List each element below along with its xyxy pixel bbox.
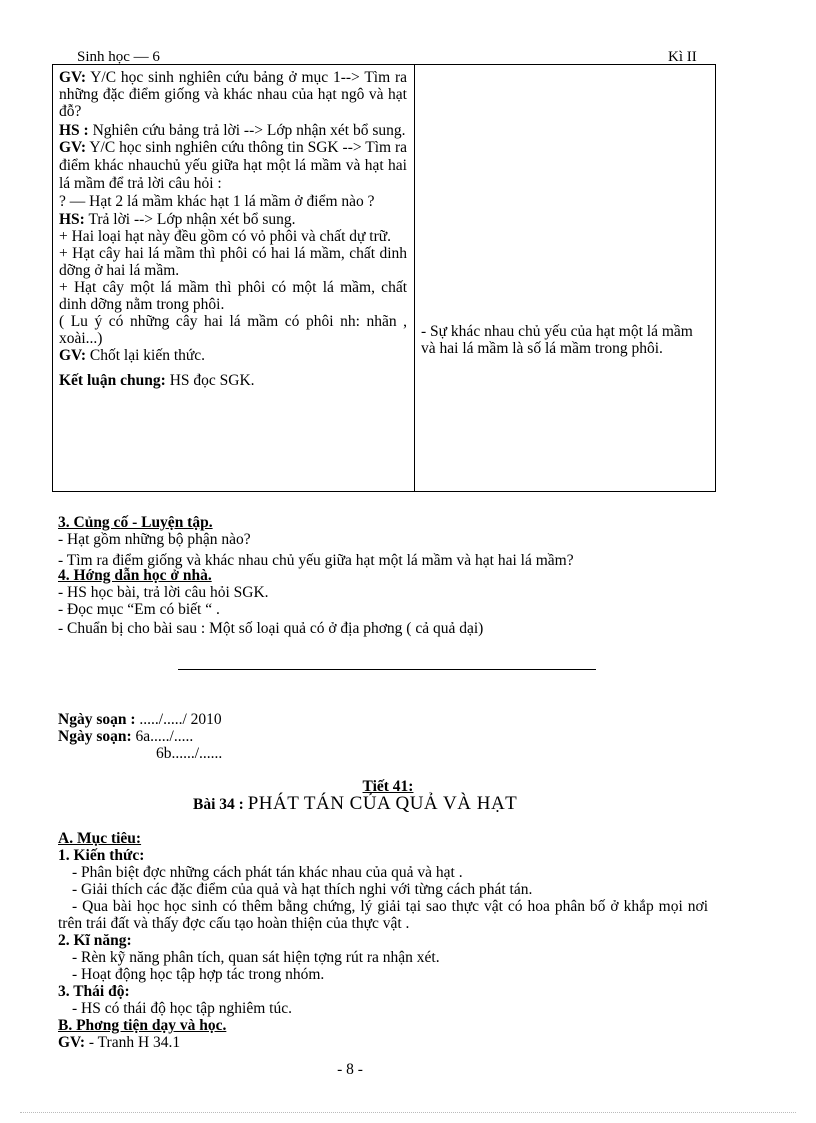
list-item: - Giải thích các đặc điểm của quả và hạt thích nghi với từng cách phát tán.: [72, 881, 533, 898]
lesson-period: Tiết 41:: [362, 778, 414, 795]
objectives-section: [58, 830, 718, 1051]
table-row: HS: Trả lời --> Lớp nhận xét bổ sung.: [59, 211, 296, 228]
date-value: 6b....../......: [156, 745, 223, 762]
date-value: ...../...../ 2010: [135, 711, 222, 728]
page-number: - 8 -: [337, 1061, 363, 1078]
list-item: - Phân biệt đợc những cách phát tán khác nhau của quả và hạt .: [72, 864, 463, 881]
knowledge-heading: 1. Kiến thức:: [58, 847, 145, 864]
list-item: - Tìm ra điểm giống và khác nhau chủ yếu giữa hạt một lá mầm và hạt hai lá mầm?: [58, 552, 574, 569]
date-block: [58, 711, 222, 762]
table-divider: [414, 65, 415, 491]
table-left-column: [59, 69, 407, 389]
lesson-number: Bài 34 :: [193, 796, 244, 813]
separator-line: [178, 669, 596, 670]
table-row: + Hạt cây hai lá mầm thì phôi có hai lá mầm, chất dinh dỡng ở hai lá mầm.: [59, 245, 407, 279]
table-row: GV: Chốt lại kiến thức.: [59, 347, 206, 364]
homework-heading: 4. Hớng dẫn học ở nhà.: [58, 567, 212, 584]
list-item: - HS có thái độ học tập nghiêm túc.: [72, 1000, 292, 1017]
skills-heading: 2. Kĩ năng:: [58, 932, 132, 949]
table-row: ( Lu ý có những cây hai lá mầm có phôi nh: nhãn , xoài...): [59, 313, 407, 347]
table-row: GV: Y/C học sinh nghiên cứu bảng ở mục 1--> Tìm ra những đặc điểm giống và khác nhau của hạt ngô và hạt đỗ?: [59, 69, 407, 120]
list-item: - Đọc mục “Em có biết “ .: [58, 601, 220, 618]
list-item: - Hạt gồm những bộ phận nào?: [58, 531, 251, 548]
means-gv-label: GV:: [58, 1034, 85, 1051]
attitude-heading: 3. Thái độ:: [58, 983, 130, 1000]
consolidation-section: [58, 514, 718, 637]
list-item: - Chuẩn bị cho bài sau : Một số loại quả có ở địa phơng ( cả quả dại): [58, 620, 484, 637]
table-right-column: - Sự khác nhau chủ yếu của hạt một lá mầm và hai lá mầm là số lá mầm trong phôi.: [421, 323, 693, 357]
means-gv-text: - Tranh H 34.1: [85, 1034, 181, 1051]
table-row: GV: Y/C học sinh nghiên cứu thông tin SGK --> Tìm ra điểm khác nhauchủ yếu giữa hạt một lá mầm và hạt hai lá mầm để trả lời câu hỏi :: [59, 139, 407, 192]
list-item: - Hoạt động học tập hợp tác trong nhóm.: [72, 966, 325, 983]
lesson-title-block: [193, 795, 713, 813]
activity-table: [52, 64, 716, 492]
date-label: Ngày soạn:: [58, 728, 132, 745]
table-row: Kết luận chung: HS đọc SGK.: [59, 372, 255, 389]
date-value: 6a...../.....: [131, 728, 194, 745]
header-term: Kì II: [668, 49, 697, 65]
table-row: + Hai loại hạt này đều gồm có vỏ phôi và chất dự trữ.: [59, 228, 392, 245]
consolidation-heading: 3. Củng cố - Luyện tập.: [58, 514, 213, 531]
header-subject: Sinh học — 6: [77, 49, 160, 65]
list-item: - Qua bài học học sinh có thêm bằng chứng, lý giải tại sao thực vật có hoa phân bố ở khắp mọi nơi trên trái đất và thấy đợc cấu tạo hoàn thiện của thực vật .: [58, 898, 708, 932]
page-bottom-border: [20, 1112, 796, 1113]
lesson-title: PHÁT TÁN CỦA QUẢ VÀ HẠT: [247, 793, 518, 814]
list-item: - HS học bài, trả lời câu hỏi SGK.: [58, 584, 269, 601]
table-row: HS : Nghiên cứu bảng trả lời --> Lớp nhận xét bổ sung.: [59, 122, 406, 139]
table-row: + Hạt cây một lá mầm thì phôi có một lá mầm, chất dinh dỡng nằm trong phôi.: [59, 279, 407, 313]
date-label: Ngày soạn :: [58, 711, 136, 728]
means-heading: B. Phơng tiện dạy và học.: [58, 1017, 227, 1034]
objectives-heading: A. Mục tiêu:: [58, 830, 142, 847]
list-item: - Rèn kỹ năng phân tích, quan sát hiện tợng rút ra nhận xét.: [72, 949, 440, 966]
table-row: ? — Hạt 2 lá mầm khác hạt 1 lá mầm ở điểm nào ?: [59, 193, 375, 210]
